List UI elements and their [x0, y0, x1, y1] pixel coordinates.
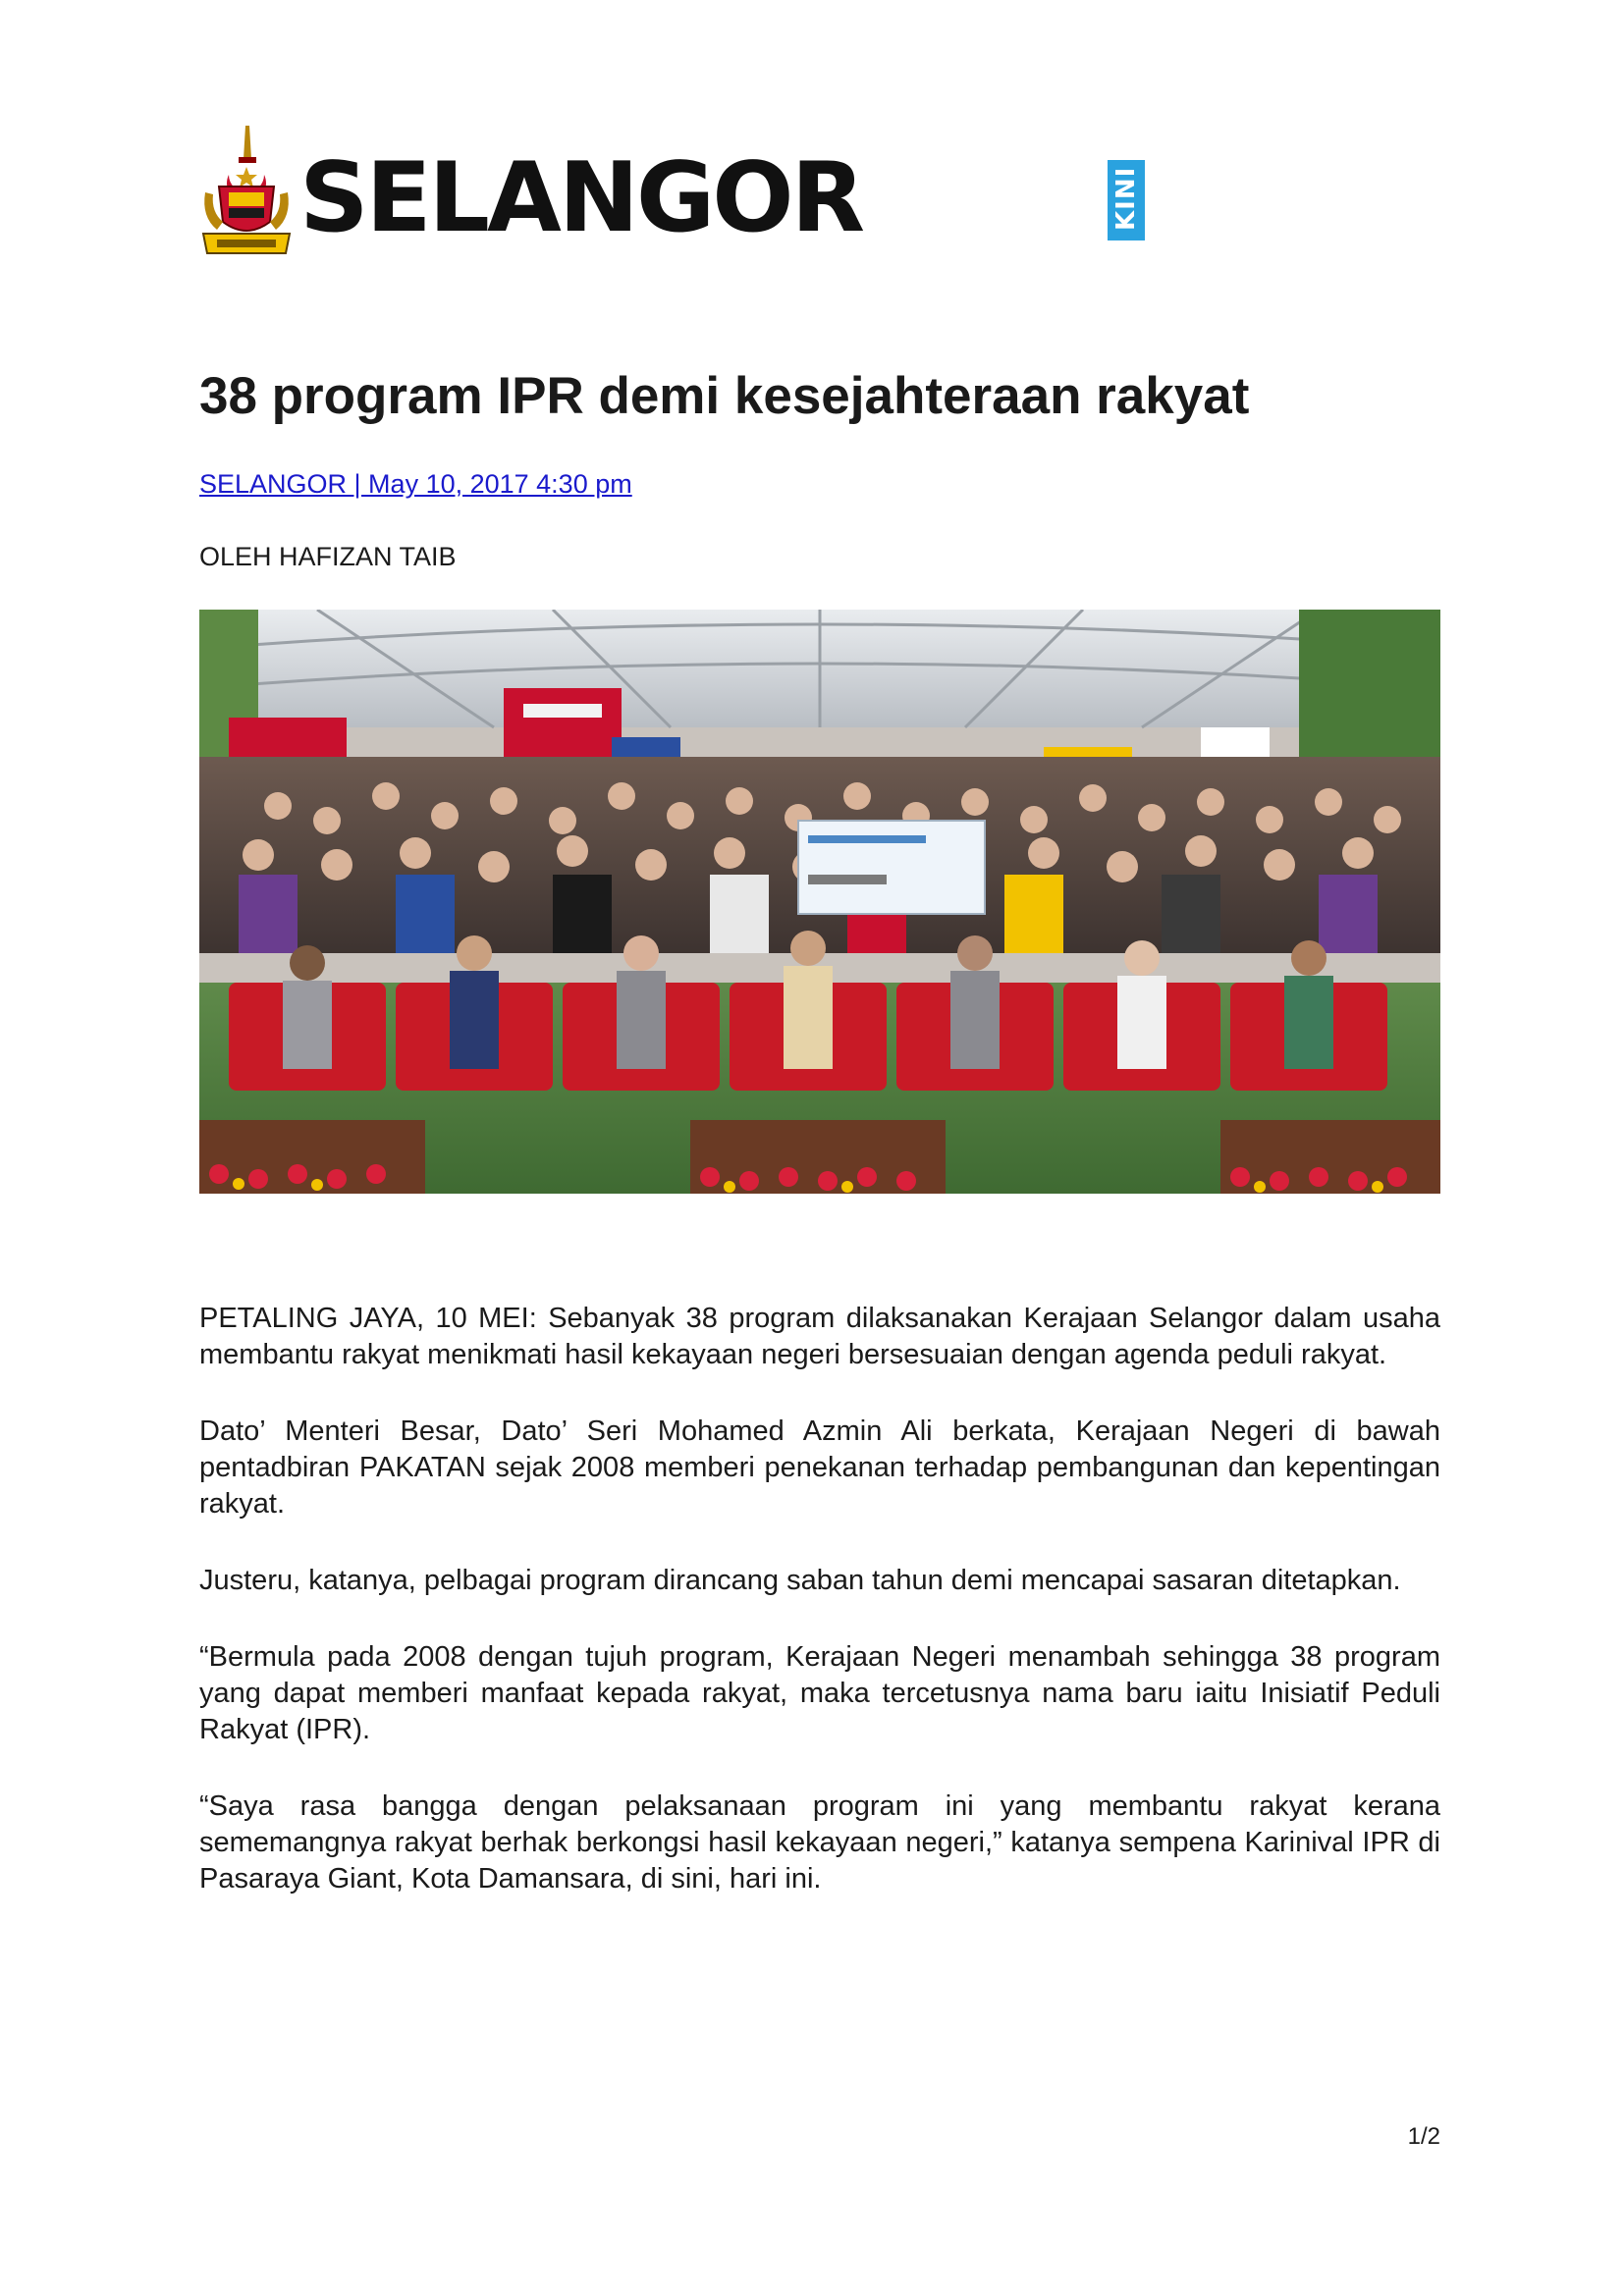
- article-paragraph: Justeru, katanya, pelbagai program dirancang saban tahun demi mencapai sasaran ditetapkan.: [199, 1565, 1401, 1596]
- logo-wordmark: SELANGOR: [299, 142, 863, 254]
- article-byline: OLEH HAFIZAN TAIB: [199, 542, 457, 571]
- article-paragraph: PETALING JAYA, 10 MEI: Sebanyak 38 program dilaksanakan Kerajaan Selangor dalam usaha membantu rakyat menikmati hasil kekayaan negeri bersesuaian dengan agenda peduli rakyat.: [199, 1303, 1440, 1370]
- category-date-link[interactable]: SELANGOR | May 10, 2017 4:30 pm: [199, 469, 632, 499]
- event-group-photo: [199, 610, 1440, 1194]
- logo-kini-text: KINI: [1111, 166, 1141, 231]
- logo-kini-badge: [1108, 160, 1145, 240]
- article-headline: 38 program IPR demi kesejahteraan rakyat: [199, 367, 1250, 425]
- page-number: 1/2: [1407, 2123, 1440, 2150]
- article-body: [199, 1301, 1440, 1938]
- selangorkini-logo[interactable]: [199, 124, 1141, 261]
- article-paragraph: Dato’ Menteri Besar, Dato’ Seri Mohamed Azmin Ali berkata, Kerajaan Negeri di bawah pentadbiran PAKATAN sejak 2008 memberi penekanan terhadap pembangunan dan kepentingan rakyat.: [199, 1415, 1440, 1520]
- article-photo: [199, 610, 1440, 1194]
- article-paragraph: “Saya rasa bangga dengan pelaksanaan program ini yang membantu rakyat kerana sememangnya rakyat berhak berkongsi hasil kekayaan negeri,” katanya sempena Karinival IPR di Pasaraya Giant, Kota Damansara, di sini, hari ini.: [199, 1790, 1440, 1895]
- selangor-crest-icon: [199, 124, 294, 261]
- article-paragraph: “Bermula pada 2008 dengan tujuh program, Kerajaan Negeri menambah sehingga 38 program yang dapat memberi manfaat kepada rakyat, maka tercetusnya nama baru iaitu Inisiatif Peduli Rakyat (IPR).: [199, 1641, 1440, 1745]
